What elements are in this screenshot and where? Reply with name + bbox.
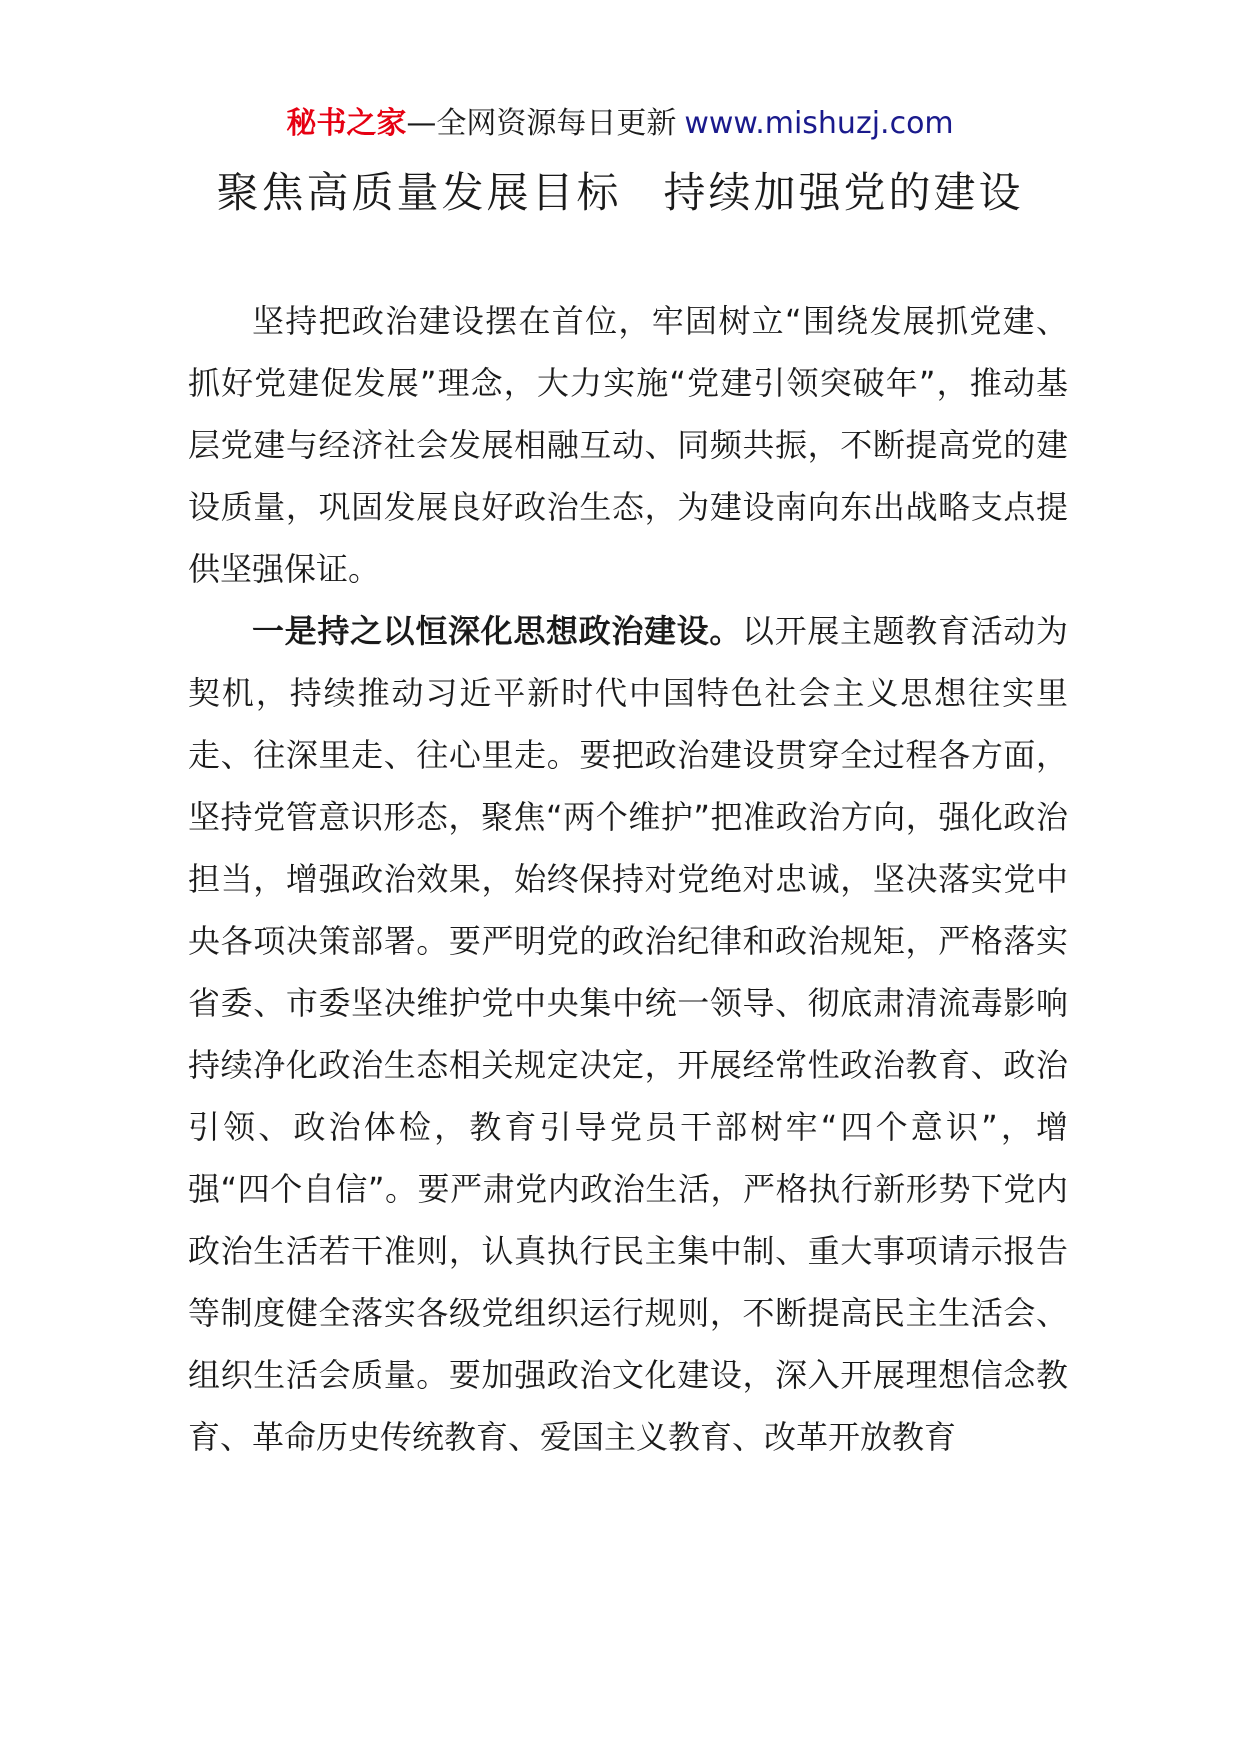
brand-name: 秘书之家 <box>286 106 407 141</box>
section-1-heading: 一是持之以恒深化思想政治建设。 <box>252 612 742 650</box>
header-tagline: —全网资源每日更新 <box>406 106 677 141</box>
section-1-text: 以开展主题教育活动为契机，持续推动习近平新时代中国特色社会主义思想往实里走、往深里走、往心里走。要把政治建设贯穿全过程各方面，坚持党管意识形态，聚焦“两个维护”把准政治方向，强化政治担当，增强政治效果，始终保持对党绝对忠诚，坚决落实党中央各项决策部署。要严明党的政治纪律和政治规矩，严格落实省委、市委坚决维护党中央集中统一领导、彻底肃清流毒影响持续净化政治生态相关规定决定，开展经常性政治教育、政治引领、政治体检，教育引导党员干部树牢“四个意识”，增强“四个自信”。要严肃党内政治生活，严格执行新形势下党内政治生活若干准则，认真执行民主集中制、重大事项请示报告等制度健全落实各级党组织运行规则，不断提高民主生活会、组织生活会质量。要加强政治文化建设，深入开展理想信念教育、革命历史传统教育、爱国主义教育、改革开放教育 <box>188 612 1068 1456</box>
document-body <box>188 290 1068 1468</box>
document-title <box>0 165 1240 221</box>
intro-paragraph: 坚持把政治建设摆在首位，牢固树立“围绕发展抓党建、抓好党建促发展”理念，大力实施“党建引领突破年”，推动基层党建与经济社会发展相融互动、同频共振，不断提高党的建设质量，巩固发展良好政治生态，为建设南向东出战略支点提供坚强保证。 <box>188 302 1068 588</box>
site-url-link[interactable]: www.mishuzj.com <box>684 106 954 141</box>
site-header <box>0 104 1240 144</box>
section-1-paragraph <box>188 600 1068 1468</box>
title-part-1: 聚焦高质量发展目标 <box>216 168 622 217</box>
title-part-2: 持续加强党的建设 <box>663 168 1024 217</box>
